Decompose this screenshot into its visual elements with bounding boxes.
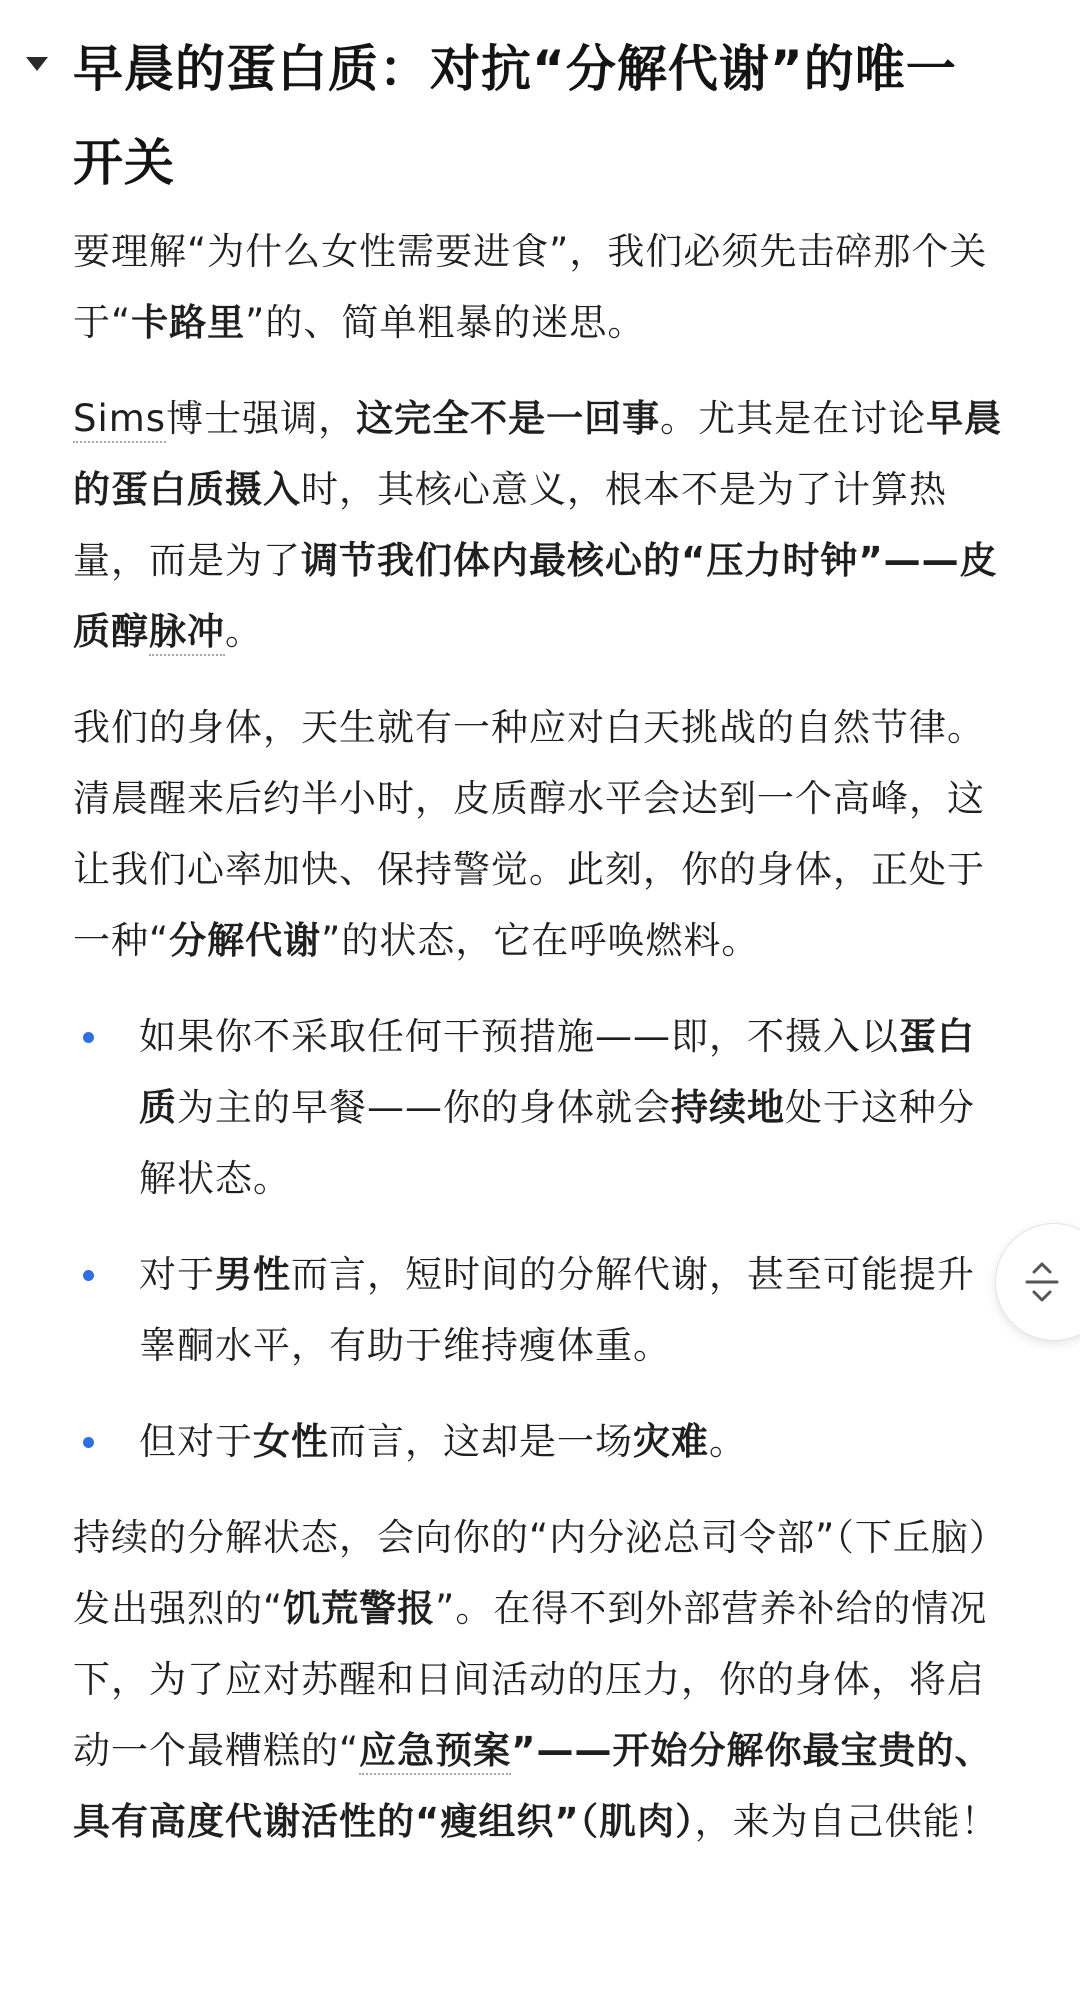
text-run: ”。在得不到外部营养补给的情况下，为了应对苏醒和日间活动的压力，你的身体，将启动一个最糟糕的“	[73, 1587, 988, 1772]
text-run: 。尤其是在讨论	[660, 397, 927, 440]
text-run: 但对于	[139, 1420, 253, 1463]
text-run: 要理解“为什么女性需要进食”，我们必须先击碎那个关于“	[73, 230, 988, 344]
term-link-emergency-plan[interactable]: 应急预案	[359, 1729, 511, 1775]
paragraph	[73, 216, 1008, 358]
article-body	[73, 216, 1008, 1882]
text-run: 。	[225, 610, 263, 653]
bold-text: 调节我们体内最核心的“压力时钟”——皮质醇	[73, 539, 998, 653]
list-item	[73, 1001, 1008, 1214]
text-run: 为主的早餐——你的身体就会	[177, 1086, 671, 1129]
text-run: ”的、简单粗暴的迷思。	[245, 301, 646, 344]
text-run: 如果你不采取任何干预措施——即，不摄入以	[139, 1015, 899, 1058]
text-run: 而言，短时间的分解代谢，甚至可能提升睾酮水平，有助于维持瘦体重。	[139, 1253, 975, 1367]
bold-text: ”——开始分解你最宝贵的、具有高度代谢活性的“瘦组织”（肌肉）	[73, 1729, 993, 1843]
expand-collapse-icon	[1024, 1260, 1060, 1304]
bold-text: 饥荒警报	[283, 1587, 436, 1630]
text-run: ，来为自己供能！	[694, 1800, 999, 1843]
bold-text: 男性	[215, 1253, 291, 1296]
text-run: 处于这种分解状态。	[139, 1086, 975, 1200]
list-item	[73, 1406, 1008, 1477]
bullet-dot-icon	[83, 1437, 94, 1448]
bold-text: 持续地	[671, 1086, 785, 1129]
bold-text: 早晨的蛋白质摄入	[73, 397, 1003, 511]
text-run: 博士强调，	[166, 397, 357, 440]
paragraph	[73, 383, 1008, 667]
paragraph	[73, 692, 1008, 976]
bold-text: 这完全不是一回事	[356, 397, 661, 440]
bold-text: 女性	[253, 1420, 329, 1463]
list-item	[73, 1239, 1008, 1381]
text-run: 对于	[139, 1253, 215, 1296]
bullet-dot-icon	[83, 1032, 94, 1043]
section-heading: 早晨的蛋白质：对抗“分解代谢”的唯一开关	[73, 40, 957, 192]
text-run: ”的状态，它在呼唤燃料。	[321, 919, 760, 962]
term-link-pulse[interactable]: 脉冲	[149, 610, 225, 656]
text-run: 我们的身体，天生就有一种应对白天挑战的自然节律。清晨醒来后约半小时，皮质醇水平会达到一个高峰，这让我们心率加快、保持警觉。此刻，你的身体，正处于一种“	[73, 706, 985, 962]
text-run: 时，其核心意义，根本不是为了计算热量，而是为了	[73, 468, 947, 582]
term-link-sims[interactable]: Sims	[73, 397, 166, 443]
text-run: 。	[709, 1420, 747, 1463]
bold-text: 分解代谢	[169, 919, 322, 962]
bold-text: 蛋白质	[139, 1015, 975, 1129]
bullet-list	[73, 1001, 1008, 1477]
bullet-dot-icon	[83, 1270, 94, 1281]
bold-text: 卡路里	[131, 301, 246, 344]
paragraph	[73, 1502, 1008, 1857]
text-run: 持续的分解状态，会向你的“内分泌总司令部”（下丘脑）发出强烈的“	[73, 1516, 1007, 1630]
triangle-down-icon	[25, 56, 49, 72]
collapse-toggle[interactable]	[24, 54, 50, 74]
bold-text: 灾难	[633, 1420, 709, 1463]
text-run: 而言，这却是一场	[329, 1420, 633, 1463]
